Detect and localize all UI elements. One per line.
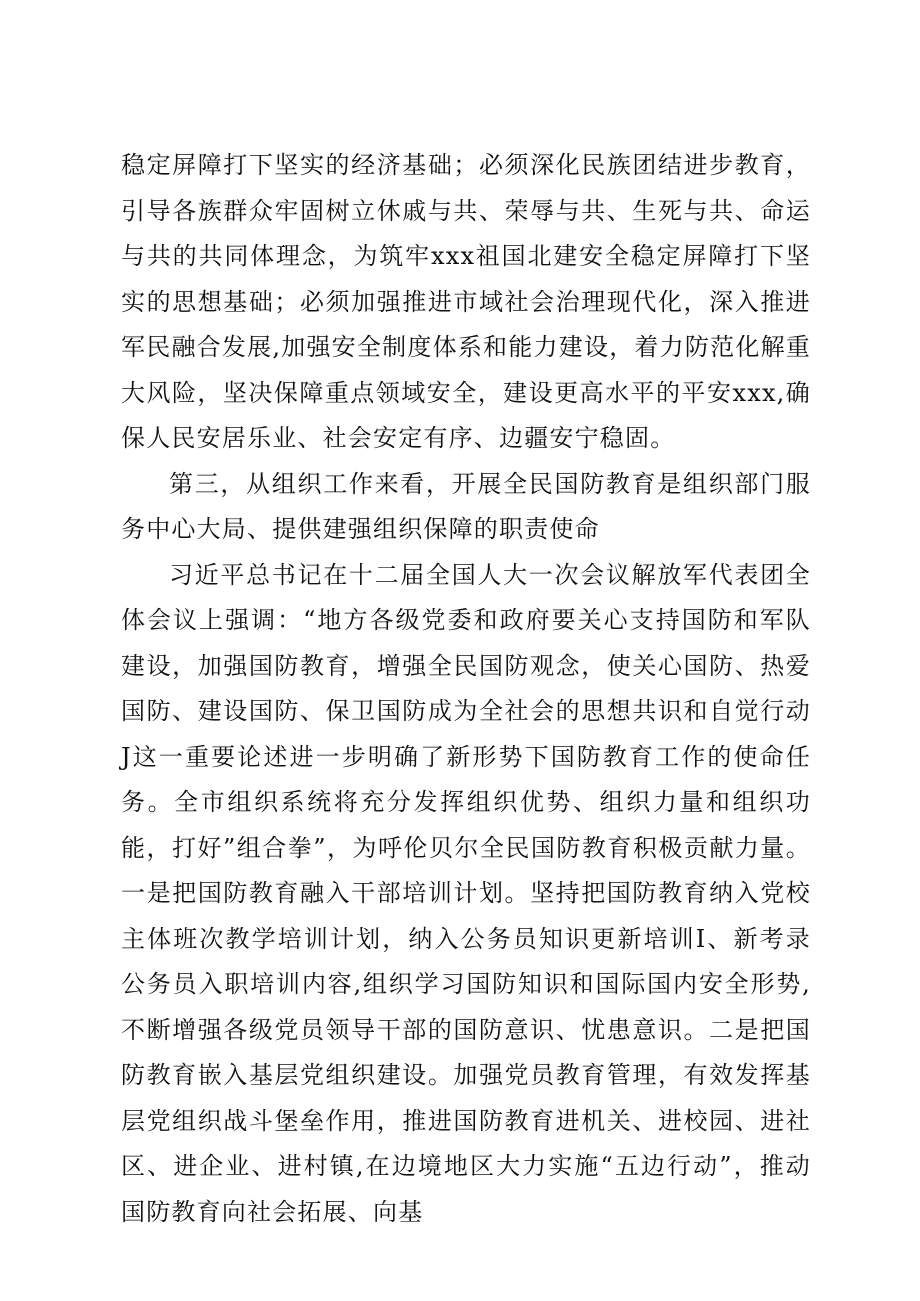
paragraph-body: 习近平总书记在十二届全国人大一次会议解放军代表团全体会议上强调：“地方各级党委和政府要关心支持国防和军队建设，加强国防教育，增强全民国防观念，使关心国防、热爱国防、建设国防、保卫国防成为全社会的思想共识和自觉行动J这一重要论述进一步明确了新形势下国防教育工作的使命任务。全市组织系统将充分发挥组织优势、组织力量和组织功能，打好”组合拳”，为呼伦贝尔全民国防教育积极贡献力量。一是把国防教育融入干部培训计划。坚持把国防教育纳入党校主体班次教学培训计划，纳入公务员知识更新培训I、新考录公务员入职培训内容,组织学习国防知识和国际国内安全形势,不断增强各级党员领导干部的国防意识、忧患意识。二是把国防教育嵌入基层党组织建设。加强党员教育管理，有效发挥基层党组织战斗堡垒作用，推进国防教育进机关、进校园、进社区、进企业、进村镇,在边境地区大力实施“五边行动”，推动国防教育向社会拓展、向基 [121,560,811,1226]
document-body [121,143,811,1235]
paragraph-continuation: 稳定屏障打下坚实的经济基础；必须深化民族团结进步教育，引导各族群众牢固树立休戚与共、荣辱与共、生死与共、命运与共的共同体理念，为筑牢xxx祖国北建安全稳定屏障打下坚实的思想基础；必须加强推进市域社会治理现代化，深入推进军民融合发展,加强安全制度体系和能力建设，着力防范化解重大风险，坚决保障重点领域安全，建设更高水平的平安xxx,确保人民安居乐业、社会安定有序、边疆安宁稳固。 [121,151,811,452]
paragraph-section-heading: 第三，从组织工作来看，开展全民国防教育是组织部门服务中心大局、提供建强组织保障的职责使命 [121,469,811,543]
